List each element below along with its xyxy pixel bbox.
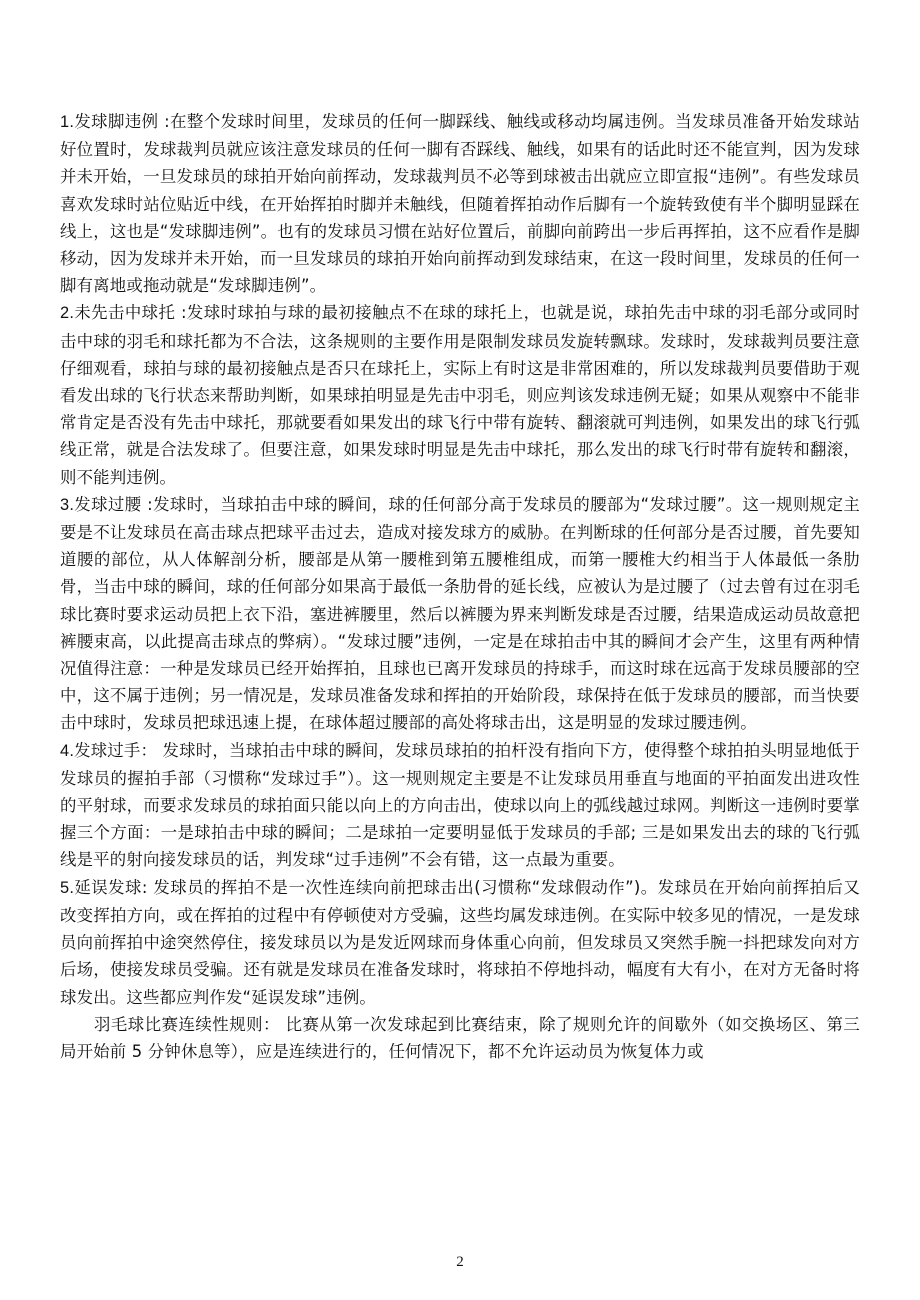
section-1 bbox=[60, 108, 860, 299]
document-body bbox=[60, 108, 860, 1065]
section-number: 5. bbox=[60, 878, 75, 897]
page-number: 2 bbox=[456, 1254, 464, 1270]
section-3 bbox=[60, 491, 860, 737]
section-number: 3. bbox=[60, 495, 75, 514]
section-text: 未先击中球托 :发球时球拍与球的最初接触点不在球的球托上，也就是说，球拍先击中球的羽毛部分或同时击中球的羽毛和球托都为不合法，这条规则的主要作用是限制发球员发旋转飘球。发球时，发球裁判员要注意仔细观看，球拍与球的最初接触点是否只在球托上，实际上有时这是非常困难的，所以发球裁判员要借助于观看发出球的飞行状态来帮助判断，如果球拍明显是先击中羽毛，则应判该发球违例无疑；如果从观察中不能非常肯定是否没有先击中球托，那就要看如果发出的球飞行中带有旋转、翻滚就可判违例，如果发出的球飞行弧线正常，就是合法发球了。但要注意，如果发球时明显是先击中球托，那么发出的球飞行时带有旋转和翻滚，则不能判违例。 bbox=[60, 303, 860, 487]
continuity-rule-paragraph: 羽毛球比赛连续性规则： 比赛从第一次发球起到比赛结束，除了规则允许的间歇外（如交换场区、第三局开始前 5 分钟休息等），应是连续进行的，任何情况下，都不允许运动员为恢复体力或 bbox=[60, 1014, 860, 1061]
section-number: 2. bbox=[60, 304, 75, 323]
section-text: 发球过手： 发球时，当球拍击中球的瞬间，发球员球拍的拍杆没有指向下方，使得整个球拍拍头明显地低于发球员的握拍手部（习惯称“发球过手”）。这一规则规定主要是不让发球员用垂直与地面的平拍面发出进攻性的平射球，而要求发球员的球拍面只能以向上的方向击出，使球以向上的弧线越过球网。判断这一违例时要掌握三个方面：一是球拍击中球的瞬间；二是球拍一定要明显低于发球员的手部; 三是如果发出去的球的飞行弧线是平的射向接发球员的话，判发球“过手违例”不会有错，这一点最为重要。 bbox=[60, 740, 860, 870]
section-5 bbox=[60, 874, 860, 1011]
section-number: 1. bbox=[60, 113, 75, 131]
section-text: 发球脚违例 :在整个发球时间里，发球员的任何一脚踩线、触线或移动均属违例。当发球员准备开始发球站好位置时，发球裁判员就应该注意发球员的任何一脚有否踩线、触线，如果有的话此时还不能宣判，因为发球并未开始，一旦发球员的球拍开始向前挥动，发球裁判员不必等到球被击出就应立即宣报“违例”。有些发球员喜欢发球时站位贴近中线，在开始挥拍时脚并未触线，但随着挥拍动作后脚有一个旋转致使有半个脚明显踩在线上，这也是“发球脚违例”。也有的发球员习惯在站好位置后，前脚向前跨出一步后再挥拍，这不应看作是脚移动，因为发球并未开始，而一旦发球员的球拍开始向前挥动到发球结束，在这一段时间里，发球员的任何一脚有离地或拖动就是“发球脚违例”。 bbox=[60, 112, 860, 296]
section-2 bbox=[60, 299, 860, 490]
section-4 bbox=[60, 737, 860, 874]
section-number: 4. bbox=[60, 741, 75, 760]
section-text: 延误发球: 发球员的挥拍不是一次性连续向前把球击出(习惯称“发球假动作”)。发球员在开始向前挥拍后又改变挥拍方向，或在挥拍的过程中有停顿使对方受骗，这些均属发球违例。在实际中较多见的情况，一是发球员向前挥拍中途突然停住，接发球员以为是发近网球而身体重心向前，但发球员又突然手腕一抖把球发向对方后场，使接发球员受骗。还有就是发球员在准备发球时，将球拍不停地抖动，幅度有大有小，在对方无备时将球发出。这些都应判作发“延误发球”违例。 bbox=[60, 877, 860, 1007]
section-text: 发球过腰 :发球时，当球拍击中球的瞬间，球的任何部分高于发球员的腰部为“发球过腰”。这一规则规定主要是不让发球员在高击球点把球平击过去，造成对接发球方的威胁。在判断球的任何部分是否过腰，首先要知道腰的部位，从人体解剖分析，腰部是从第一腰椎到第五腰椎组成，而第一腰椎大约相当于人体最低一条肋骨，当击中球的瞬间，球的任何部分如果高于最低一条肋骨的延长线，应被认为是过腰了（过去曾有过在羽毛球比赛时要求运动员把上衣下沿，塞进裤腰里，然后以裤腰为界来判断发球是否过腰，结果造成运动员故意把裤腰束高，以此提高击球点的弊病）。“发球过腰”违例，一定是在球拍击中其的瞬间才会产生，这里有两种情况值得注意：一种是发球员已经开始挥拍，且球也已离开发球员的持球手，而这时球在远高于发球员腰部的空中，这不属于违例；另一情况是，发球员准备发球和挥拍的开始阶段，球保持在低于发球员的腰部，而当快要击中球时，发球员把球迅速上提，在球体超过腰部的高处将球击出，这是明显的发球过腰违例。 bbox=[60, 494, 860, 733]
